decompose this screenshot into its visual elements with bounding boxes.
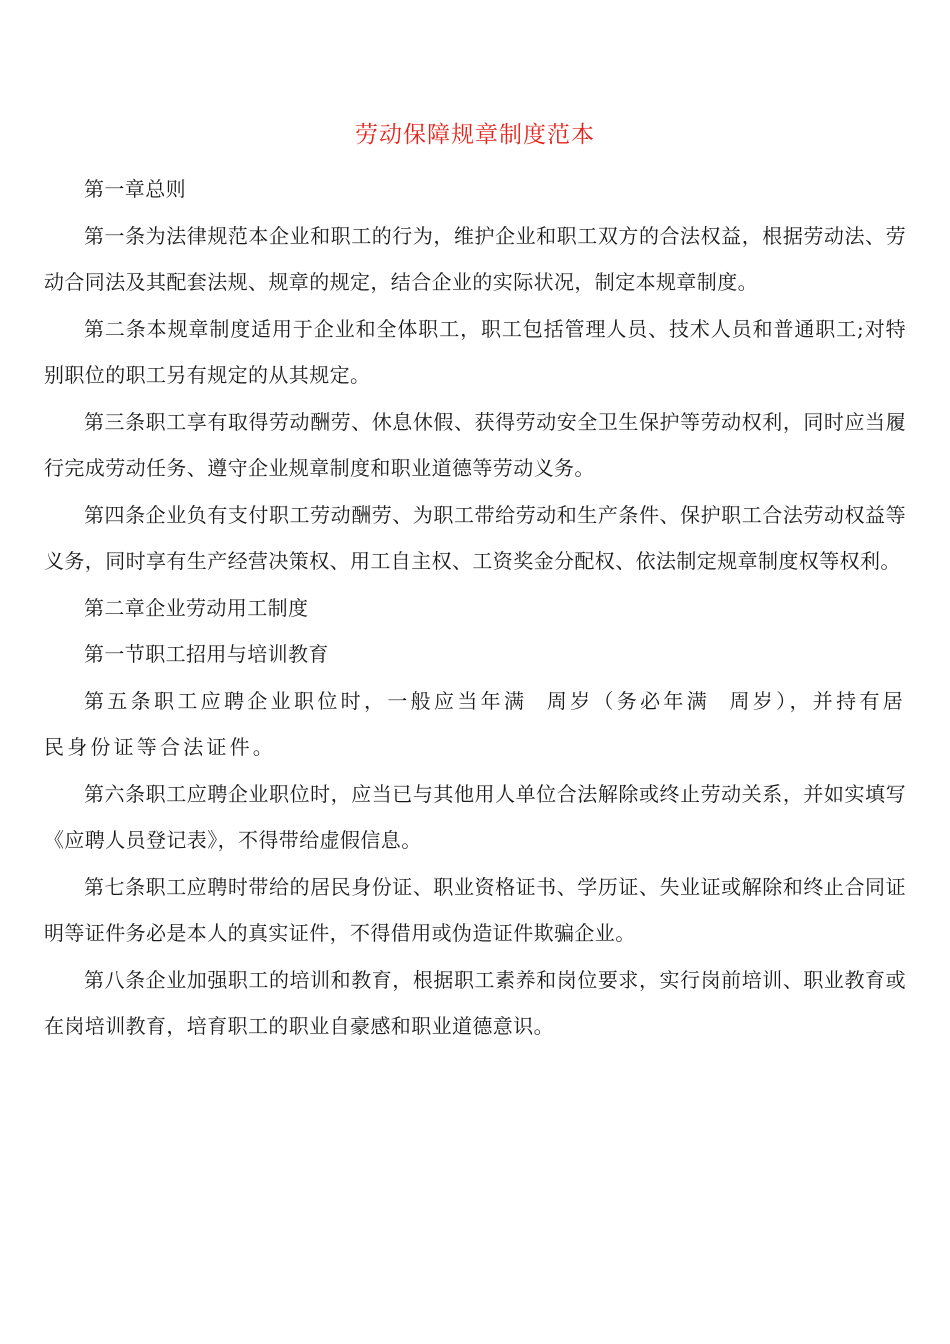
article-paragraph: 第二条本规章制度适用于企业和全体职工，职工包括管理人员、技术人员和普通职工;对特别职位的职工另有规定的从其规定。 bbox=[44, 316, 906, 387]
chapter-heading: 第一章总则 bbox=[84, 177, 186, 201]
article-paragraph: 第五条职工应聘企业职位时，一般应当年满 周岁（务必年满 周岁），并持有居民身份证等合法证件。 bbox=[44, 688, 906, 759]
chapter-heading: 第二章企业劳动用工制度 bbox=[84, 595, 309, 620]
article-paragraph: 第七条职工应聘时带给的居民身份证、职业资格证书、学历证、失业证或解除和终止合同证明等证件务必是本人的真实证件，不得借用或伪造证件欺骗企业。 bbox=[44, 874, 906, 945]
document-title: 劳动保障规章制度范本 bbox=[355, 122, 595, 148]
section-heading: 第一节职工招用与培训教育 bbox=[84, 642, 329, 666]
article-paragraph: 第八条企业加强职工的培训和教育，根据职工素养和岗位要求，实行岗前培训、职业教育或在岗培训教育，培育职工的职业自豪感和职业道德意识。 bbox=[44, 967, 906, 1038]
article-paragraph: 第三条职工享有取得劳动酬劳、休息休假、获得劳动安全卫生保护等劳动权利，同时应当履行完成劳动任务、遵守企业规章制度和职业道德等劳动义务。 bbox=[44, 409, 906, 480]
document-body bbox=[44, 166, 906, 1050]
article-paragraph: 第四条企业负有支付职工劳动酬劳、为职工带给劳动和生产条件、保护职工合法劳动权益等义务，同时享有生产经营决策权、用工自主权、工资奖金分配权、依法制定规章制度权等权利。 bbox=[44, 502, 906, 573]
article-paragraph: 第六条职工应聘企业职位时，应当已与其他用人单位合法解除或终止劳动关系，并如实填写《应聘人员登记表》，不得带给虚假信息。 bbox=[44, 781, 906, 852]
article-paragraph: 第一条为法律规范本企业和职工的行为，维护企业和职工双方的合法权益，根据劳动法、劳动合同法及其配套法规、规章的规定，结合企业的实际状况，制定本规章制度。 bbox=[44, 223, 906, 294]
